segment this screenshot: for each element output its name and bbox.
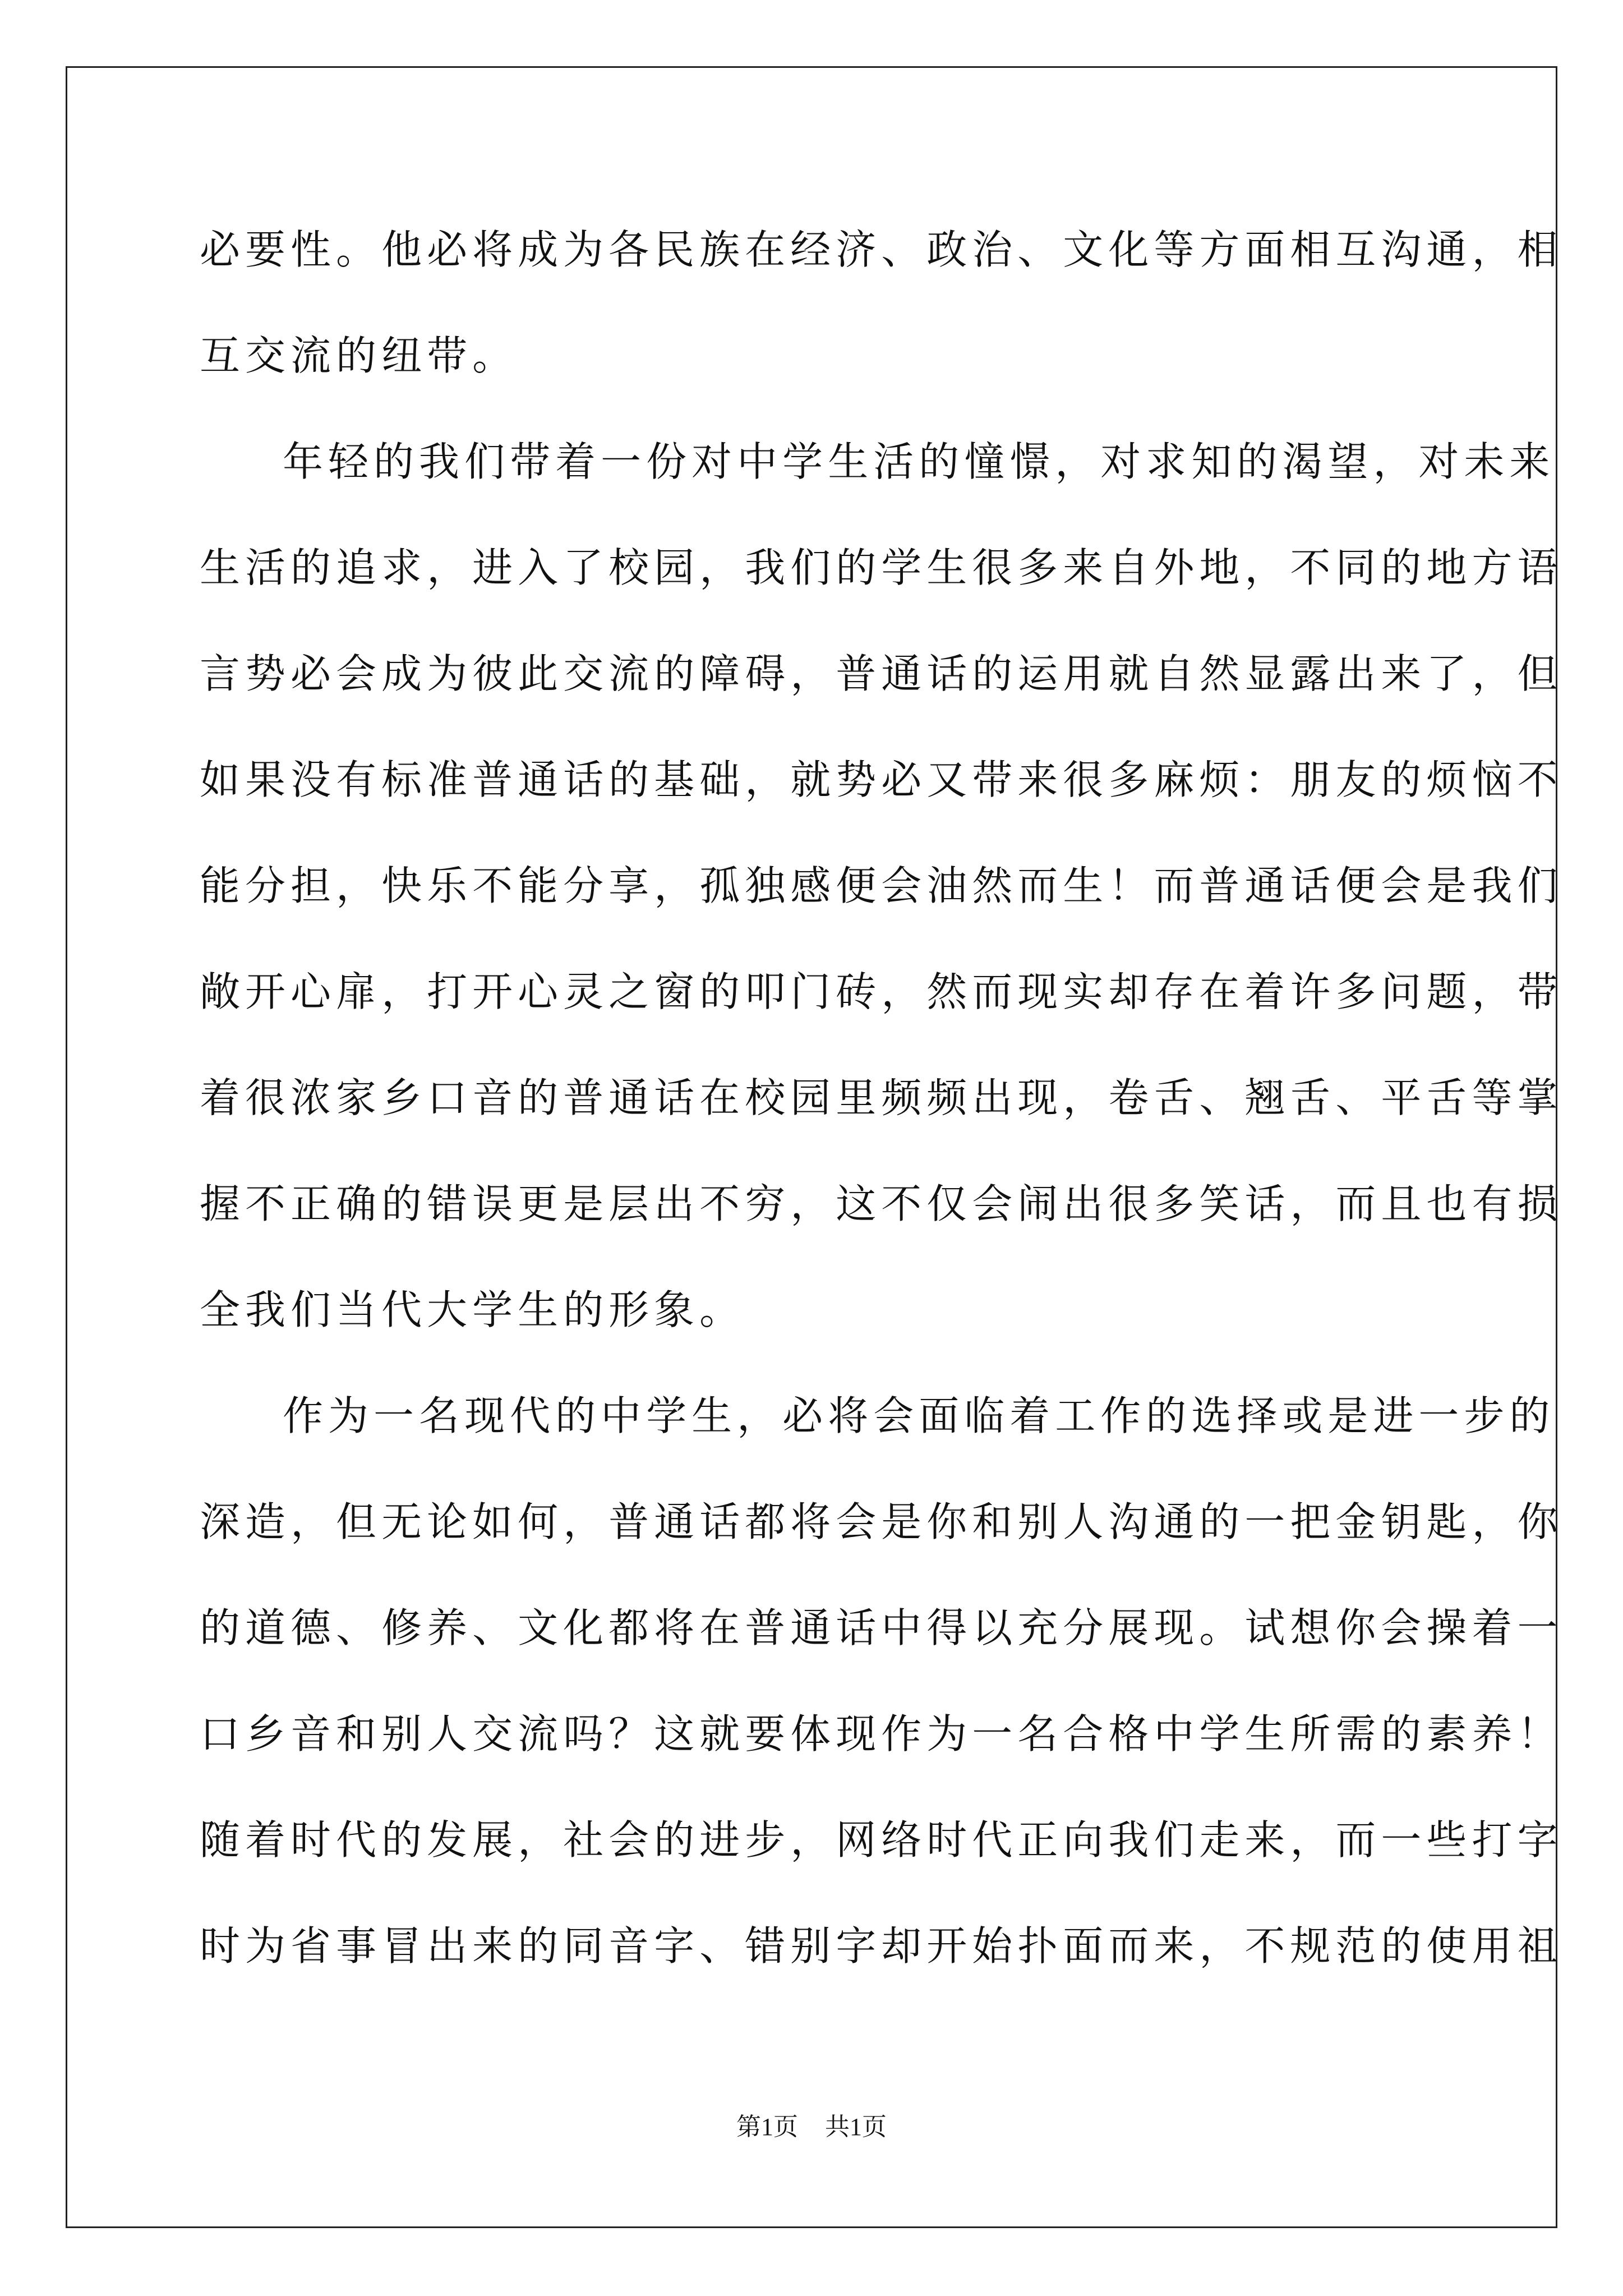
- page-footer: [0, 2106, 1623, 2142]
- text-line: 能 分 担 ， 快 乐 不 能 分 享 ， 孤 独 感 便 会 油 然 而 生 ！ 而 普 通 话 便 会 是 我 们: [200, 862, 1563, 909]
- text-line: 随 着 时 代 的 发 展 ， 社 会 的 进 步 ， 网 络 时 代 正 向 我 们 走 来 ， 而 一 些 打 字: [200, 1816, 1563, 1864]
- text-line: 年 轻 的 我 们 带 着 一 份 对 中 学 生 活 的 憧 憬 ， 对 求 知 的 渴 望 ， 对 未 来: [283, 438, 1555, 485]
- text-line: 生 活 的 追 求 ， 进 入 了 校 园 ， 我 们 的 学 生 很 多 来 自 外 地 ， 不 同 的 地 方 语: [200, 544, 1563, 591]
- text-line: 必 要 性 。 他 必 将 成 为 各 民 族 在 经 济 、 政 治 、 文 化 等 方 面 相 互 沟 通 ， 相: [200, 226, 1563, 273]
- text-line: 的 道 德 、 修 养 、 文 化 都 将 在 普 通 话 中 得 以 充 分 展 现 。 试 想 你 会 操 着 一: [200, 1604, 1563, 1651]
- text-line: 深 造 ， 但 无 论 如 何 ， 普 通 话 都 将 会 是 你 和 别 人 沟 通 的 一 把 金 钥 匙 ， 你: [200, 1498, 1563, 1545]
- text-line: 互 交 流 的 纽 带 。: [200, 332, 518, 379]
- text-line: 全 我 们 当 代 大 学 生 的 形 象 。: [200, 1286, 745, 1333]
- text-line: 时 为 省 事 冒 出 来 的 同 音 字 、 错 别 字 却 开 始 扑 面 而 来 ， 不 规 范 的 使 用 祖: [200, 1922, 1563, 1970]
- text-line: 作 为 一 名 现 代 的 中 学 生 ， 必 将 会 面 临 着 工 作 的 选 择 或 是 进 一 步 的: [283, 1392, 1555, 1439]
- text-line: 敞 开 心 扉 ， 打 开 心 灵 之 窗 的 叩 门 砖 ， 然 而 现 实 却 存 在 着 许 多 问 题 ， 带: [200, 968, 1563, 1015]
- text-line: 口 乡 音 和 别 人 交 流 吗 ？ 这 就 要 体 现 作 为 一 名 合 格 中 学 生 所 需 的 素 养 ！: [200, 1710, 1563, 1757]
- text-line: 言 势 必 会 成 为 彼 此 交 流 的 障 碍 ， 普 通 话 的 运 用 就 自 然 显 露 出 来 了 ， 但: [200, 650, 1563, 697]
- page-number: 第1页: [736, 2113, 798, 2141]
- text-line: 着 很 浓 家 乡 口 音 的 普 通 话 在 校 园 里 频 频 出 现 ， 卷 舌 、 翘 舌 、 平 舌 等 掌: [200, 1074, 1563, 1121]
- document-body: [200, 219, 1563, 2021]
- page-total: 共1页: [825, 2113, 887, 2141]
- text-line: 如 果 没 有 标 准 普 通 话 的 基 础 ， 就 势 必 又 带 来 很 多 麻 烦 ： 朋 友 的 烦 恼 不: [200, 756, 1563, 803]
- text-line: 握 不 正 确 的 错 误 更 是 层 出 不 穷 ， 这 不 仅 会 闹 出 很 多 笑 话 ， 而 且 也 有 损: [200, 1180, 1563, 1227]
